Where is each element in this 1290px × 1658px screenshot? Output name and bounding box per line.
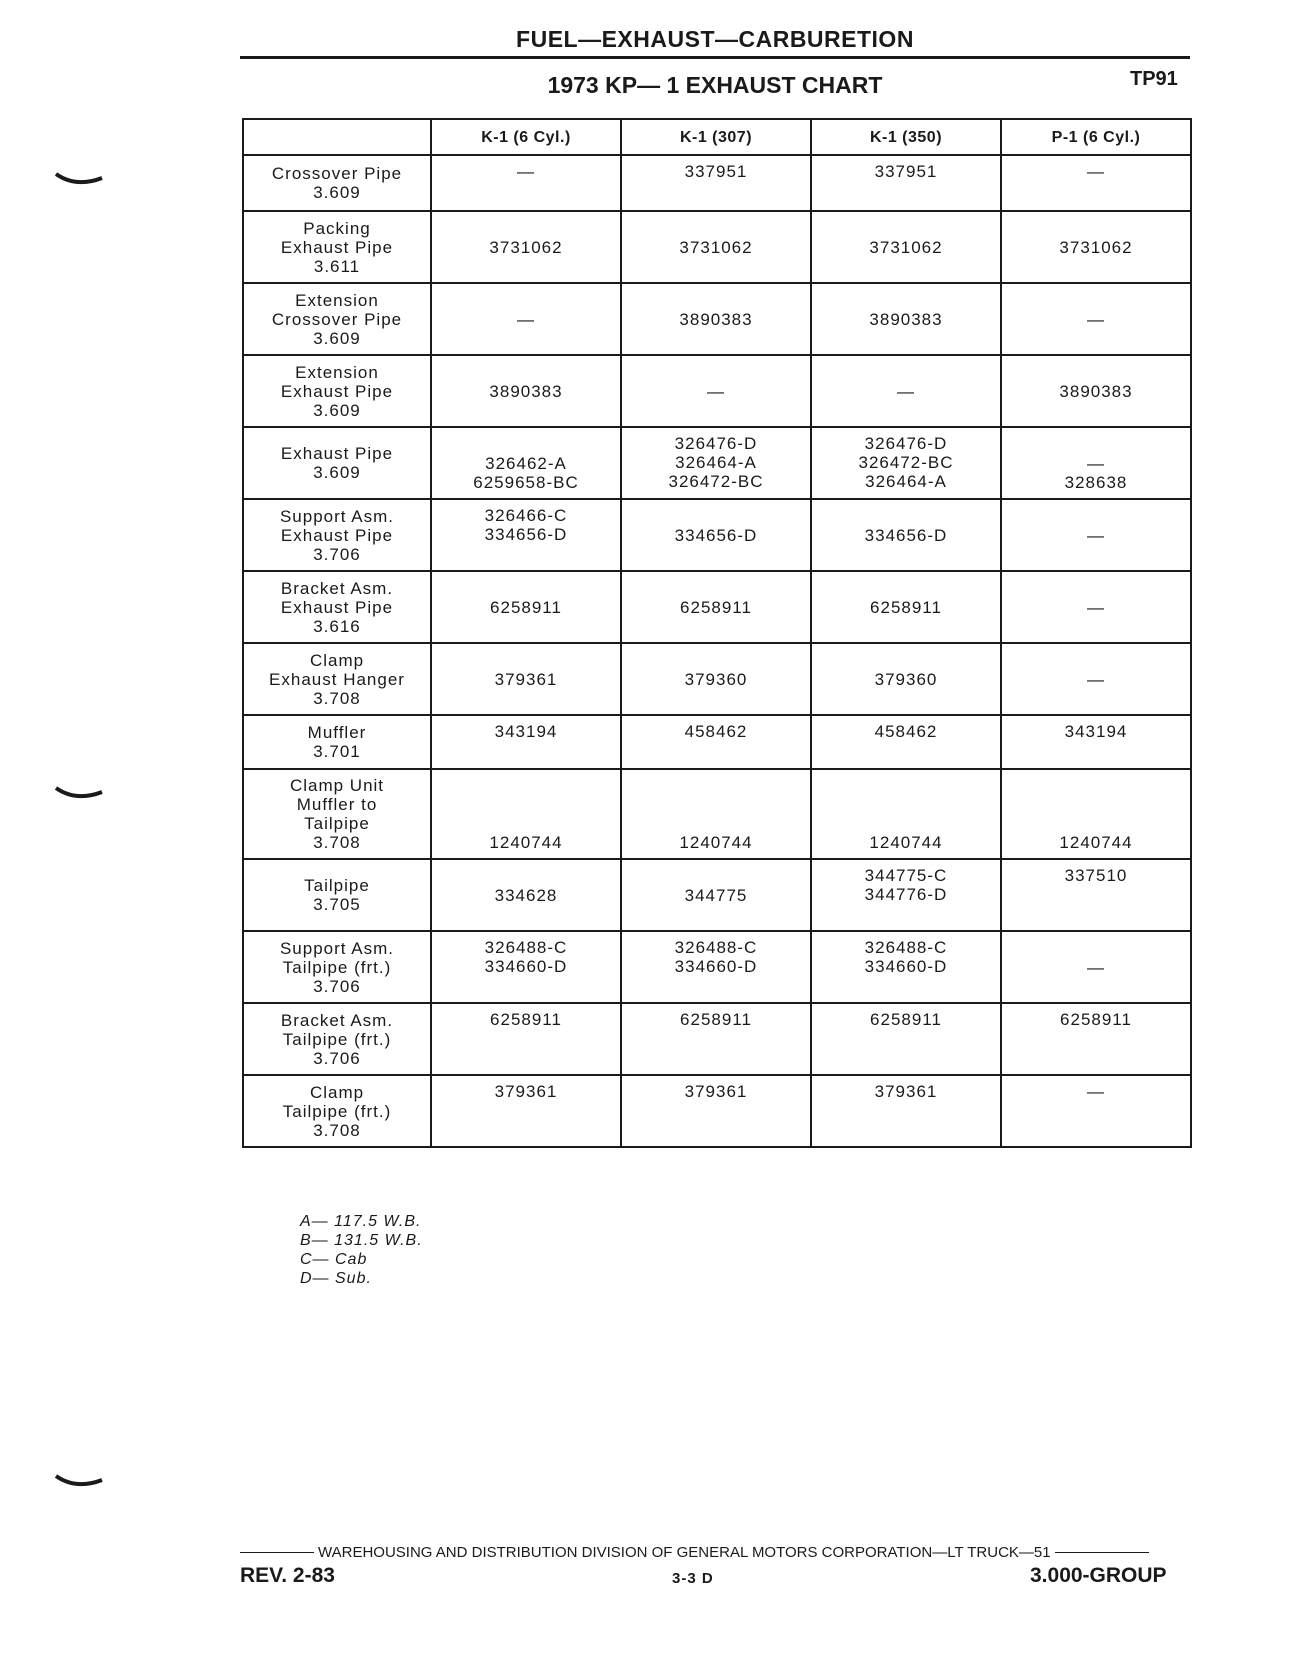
part-number: 326472-BC <box>858 453 954 472</box>
part-number: 379361 <box>494 669 558 689</box>
part-number-cell-k1-307 <box>621 643 811 715</box>
footnote-d: D— Sub. <box>300 1270 372 1287</box>
part-number-cell-k1-6cyl <box>431 155 621 211</box>
table-row <box>243 643 1191 715</box>
table-row <box>243 211 1191 283</box>
part-name-cell <box>243 931 431 1003</box>
part-number-cell-k1-6cyl <box>431 571 621 643</box>
part-number-cell-k1-307 <box>621 859 811 931</box>
exhaust-chart-table <box>242 118 1192 1148</box>
part-number: 1240744 <box>679 833 753 852</box>
part-name-cell <box>243 155 431 211</box>
part-number: 326464-A <box>865 472 947 491</box>
part-number: 344775 <box>684 885 748 905</box>
part-name-cell <box>243 715 431 769</box>
part-number: 334628 <box>494 885 558 905</box>
part-number-cell-p1-6cyl <box>1001 1003 1191 1075</box>
part-number-cell-k1-350 <box>811 283 1001 355</box>
part-number: 326476-D <box>864 434 948 453</box>
group-label: 3.000-GROUP <box>1030 1564 1167 1587</box>
part-number: 326488-C <box>864 938 948 957</box>
part-name-line: Extension <box>295 290 379 310</box>
part-number-cell-k1-350 <box>811 715 1001 769</box>
part-number: 326462-A <box>485 454 567 473</box>
part-number-cell-k1-307 <box>621 155 811 211</box>
part-name-line: Support Asm. <box>279 938 395 958</box>
part-number: 6258911 <box>680 597 752 617</box>
table-row <box>243 427 1191 499</box>
part-number: 334660-D <box>484 957 568 976</box>
part-name-line: 3.708 <box>313 833 361 852</box>
part-number: 337951 <box>684 162 748 181</box>
part-number-cell-k1-350 <box>811 155 1001 211</box>
part-number: 3731062 <box>1059 237 1133 257</box>
part-name-line: 3.706 <box>313 1048 361 1068</box>
part-number: 344775-C <box>864 866 948 885</box>
table-row <box>243 769 1191 859</box>
part-number: — <box>517 309 535 329</box>
part-number: 6258911 <box>870 1010 942 1029</box>
part-name-line: Clamp <box>309 1082 365 1102</box>
part-number-cell-k1-350 <box>811 499 1001 571</box>
part-number-cell-k1-307 <box>621 499 811 571</box>
part-number-cell-k1-307 <box>621 769 811 859</box>
part-number: 337951 <box>874 162 938 181</box>
part-number: 6258911 <box>680 1010 752 1029</box>
table-row <box>243 931 1191 1003</box>
part-name-line: Crossover Pipe <box>271 309 403 329</box>
part-name-cell <box>243 1075 431 1147</box>
part-number-cell-k1-6cyl <box>431 355 621 427</box>
part-name-line: 3.705 <box>313 895 361 914</box>
part-name-line: 3.701 <box>313 742 361 761</box>
part-name-cell <box>243 211 431 283</box>
part-name-line: Tailpipe <box>304 814 370 833</box>
part-number-cell-k1-307 <box>621 427 811 499</box>
part-number: 3890383 <box>1059 381 1133 401</box>
revision-label: REV. 2-83 <box>240 1564 335 1587</box>
part-name-cell <box>243 1003 431 1075</box>
part-name-line: 3.706 <box>313 976 361 996</box>
part-number-cell-k1-6cyl <box>431 1075 621 1147</box>
footnotes <box>300 1212 423 1288</box>
part-name-line: Tailpipe <box>304 876 370 895</box>
part-number-cell-k1-350 <box>811 859 1001 931</box>
part-number-cell-p1-6cyl <box>1001 211 1191 283</box>
part-number: 3890383 <box>869 309 943 329</box>
part-name-line: Exhaust Pipe <box>280 381 394 401</box>
part-number-cell-p1-6cyl <box>1001 355 1191 427</box>
part-number-cell-k1-307 <box>621 355 811 427</box>
part-number: 326476-D <box>674 434 758 453</box>
part-number-cell-p1-6cyl <box>1001 283 1191 355</box>
part-number: — <box>707 381 725 401</box>
part-number: — <box>1087 597 1105 617</box>
part-number: — <box>1087 1082 1105 1101</box>
part-number: — <box>1087 669 1105 689</box>
footnote-a: A— 117.5 W.B. <box>300 1213 422 1230</box>
table-row <box>243 859 1191 931</box>
part-number: 334660-D <box>674 957 758 976</box>
part-number: 6258911 <box>490 597 562 617</box>
part-number: 379360 <box>874 669 938 689</box>
part-number-cell-k1-307 <box>621 715 811 769</box>
part-number-cell-p1-6cyl <box>1001 643 1191 715</box>
footer-publisher-line <box>240 1544 1200 1561</box>
part-number: 343194 <box>494 722 558 741</box>
part-number: 458462 <box>684 722 748 741</box>
part-number-cell-k1-6cyl <box>431 859 621 931</box>
binder-hole-mark-bottom <box>54 1474 104 1490</box>
part-number-cell-k1-307 <box>621 1003 811 1075</box>
part-number: 343194 <box>1064 722 1128 741</box>
part-number-cell-p1-6cyl <box>1001 1075 1191 1147</box>
part-number: 337510 <box>1064 866 1128 885</box>
part-name-line: Tailpipe (frt.) <box>282 1101 392 1121</box>
part-name-line: 3.609 <box>313 400 361 420</box>
part-name-line: Exhaust Hanger <box>269 669 405 689</box>
part-number-cell-k1-307 <box>621 1075 811 1147</box>
part-number-cell-p1-6cyl <box>1001 499 1191 571</box>
part-number: 3731062 <box>679 237 753 257</box>
footnote-b: B— 131.5 W.B. <box>300 1232 423 1249</box>
part-number-cell-k1-350 <box>811 769 1001 859</box>
part-name-line: 3.609 <box>313 328 361 348</box>
binder-hole-mark-middle <box>54 786 104 802</box>
part-number-cell-k1-307 <box>621 283 811 355</box>
part-number: 3890383 <box>489 381 563 401</box>
part-number: 1240744 <box>869 833 943 852</box>
part-name-line: Muffler <box>307 723 367 742</box>
part-number: 3731062 <box>489 237 563 257</box>
part-name-line: Clamp <box>309 650 365 670</box>
table-row <box>243 155 1191 211</box>
part-number-cell-k1-6cyl <box>431 1003 621 1075</box>
part-number: 379361 <box>684 1082 748 1101</box>
part-number: 379361 <box>874 1082 938 1101</box>
part-number: — <box>897 381 915 401</box>
part-name-line: Bracket Asm. <box>280 1010 394 1030</box>
part-name-line: Exhaust Pipe <box>280 237 394 257</box>
part-name-line: Muffler to <box>296 795 378 814</box>
part-number-cell-k1-6cyl <box>431 931 621 1003</box>
part-name-line: 3.708 <box>313 1120 361 1140</box>
part-number-cell-k1-6cyl <box>431 643 621 715</box>
binder-hole-mark-top <box>54 172 104 188</box>
chart-code: TP91 <box>1130 68 1178 90</box>
table-row <box>243 355 1191 427</box>
part-number-cell-k1-350 <box>811 1075 1001 1147</box>
part-number-cell-p1-6cyl <box>1001 427 1191 499</box>
part-number: 1240744 <box>1059 833 1133 852</box>
part-number: 326488-C <box>674 938 758 957</box>
part-number: — <box>517 162 535 181</box>
part-name-line: Extension <box>295 362 379 382</box>
part-number-cell-k1-307 <box>621 211 811 283</box>
part-name-line: 3.609 <box>313 463 361 482</box>
part-number: 458462 <box>874 722 938 741</box>
part-name-line: Tailpipe (frt.) <box>282 957 392 977</box>
chart-title: 1973 KP— 1 EXHAUST CHART <box>547 72 883 98</box>
part-name-line: 3.609 <box>313 183 361 202</box>
part-name-cell <box>243 427 431 499</box>
part-number: 326464-A <box>675 453 757 472</box>
part-number: 6258911 <box>870 597 942 617</box>
part-name-cell <box>243 643 431 715</box>
column-header-k1-350: K-1 (350) <box>811 119 1001 155</box>
column-header-k1-307: K-1 (307) <box>621 119 811 155</box>
footer-publisher-text: WAREHOUSING AND DISTRIBUTION DIVISION OF GENERAL MOTORS CORPORATION—LT TRUCK—51 <box>318 1544 1051 1561</box>
part-name-line: Support Asm. <box>279 506 395 526</box>
part-number: — <box>1087 162 1105 181</box>
part-number: 6258911 <box>490 1010 562 1029</box>
table-row <box>243 715 1191 769</box>
part-number-cell-p1-6cyl <box>1001 859 1191 931</box>
part-number-cell-k1-350 <box>811 1003 1001 1075</box>
part-number-cell-k1-6cyl <box>431 211 621 283</box>
part-number-cell-k1-307 <box>621 931 811 1003</box>
part-name-cell <box>243 571 431 643</box>
part-number: — <box>1087 525 1105 545</box>
part-number-cell-k1-350 <box>811 355 1001 427</box>
column-header-p1-6cyl: P-1 (6 Cyl.) <box>1001 119 1191 155</box>
part-name-line: 3.708 <box>313 688 361 708</box>
part-number-cell-k1-350 <box>811 643 1001 715</box>
part-number: — <box>1087 957 1105 977</box>
part-number-cell-p1-6cyl <box>1001 715 1191 769</box>
part-number-cell-k1-350 <box>811 931 1001 1003</box>
page-number: 3-3 D <box>672 1570 714 1587</box>
part-name-line: Clamp Unit <box>289 776 385 795</box>
footnote-c: C— Cab <box>300 1251 368 1268</box>
part-number: 379361 <box>494 1082 558 1101</box>
part-name-line: 3.616 <box>313 616 361 636</box>
part-number: 379360 <box>684 669 748 689</box>
part-name-line: Bracket Asm. <box>280 578 394 598</box>
part-number-cell-k1-350 <box>811 571 1001 643</box>
part-number-cell-k1-6cyl <box>431 283 621 355</box>
part-number: 326472-BC <box>668 472 764 491</box>
column-header-k1-6cyl: K-1 (6 Cyl.) <box>431 119 621 155</box>
table-body <box>243 155 1191 1147</box>
part-name-cell <box>243 859 431 931</box>
part-number-cell-k1-307 <box>621 571 811 643</box>
part-number-cell-p1-6cyl <box>1001 571 1191 643</box>
footer-rule-left <box>240 1552 314 1553</box>
table-row <box>243 571 1191 643</box>
table-header-row <box>243 119 1191 155</box>
part-number-cell-k1-6cyl <box>431 715 621 769</box>
part-name-cell <box>243 355 431 427</box>
part-name-line: Exhaust Pipe <box>280 444 394 463</box>
part-number: 334656-D <box>674 525 758 545</box>
table-row <box>243 1075 1191 1147</box>
part-number-cell-p1-6cyl <box>1001 155 1191 211</box>
part-number-cell-k1-6cyl <box>431 499 621 571</box>
section-header: FUEL—EXHAUST—CARBURETION <box>240 24 1190 59</box>
part-name-line: Tailpipe (frt.) <box>282 1029 392 1049</box>
part-number-cell-p1-6cyl <box>1001 769 1191 859</box>
table-row <box>243 1003 1191 1075</box>
part-name-cell <box>243 283 431 355</box>
part-number-cell-k1-6cyl <box>431 769 621 859</box>
part-number-cell-k1-6cyl <box>431 427 621 499</box>
part-number: 1240744 <box>489 833 563 852</box>
table-row <box>243 499 1191 571</box>
part-name-line: 3.611 <box>313 256 361 276</box>
part-number-cell-k1-350 <box>811 427 1001 499</box>
part-number: 334656-D <box>484 525 568 544</box>
table-row <box>243 283 1191 355</box>
part-name-line: Crossover Pipe <box>271 164 403 183</box>
part-name-line: 3.706 <box>313 544 361 564</box>
part-number: 6258911 <box>1060 1010 1132 1029</box>
part-number-cell-p1-6cyl <box>1001 931 1191 1003</box>
column-header-part <box>243 119 431 155</box>
part-name-line: Packing <box>303 218 371 238</box>
part-name-cell <box>243 499 431 571</box>
part-name-line: Exhaust Pipe <box>280 597 394 617</box>
part-name-line: Exhaust Pipe <box>280 525 394 545</box>
part-number: 334656-D <box>864 525 948 545</box>
part-number: — <box>1087 309 1105 329</box>
part-number: 6259658-BC <box>473 473 579 492</box>
part-name-cell <box>243 769 431 859</box>
part-number-cell-k1-350 <box>811 211 1001 283</box>
part-number: — <box>1087 454 1105 473</box>
part-number: 3731062 <box>869 237 943 257</box>
footer-rule-right <box>1055 1552 1149 1553</box>
part-number: 334660-D <box>864 957 948 976</box>
part-number: 328638 <box>1064 473 1128 492</box>
part-number: 344776-D <box>864 885 948 904</box>
part-number: 326466-C <box>484 506 568 525</box>
part-number: 3890383 <box>679 309 753 329</box>
part-number: 326488-C <box>484 938 568 957</box>
